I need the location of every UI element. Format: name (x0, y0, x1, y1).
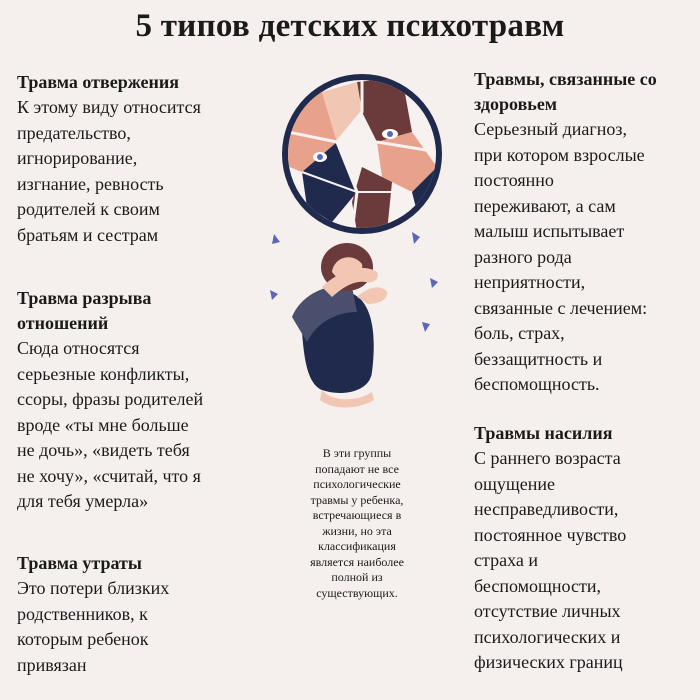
section-heading: Травмы, связанные со здоровьем (474, 69, 657, 114)
section-heading: Травмы насилия (474, 423, 613, 443)
section-text: Сюда относятся серьезные конфликты, ссоры, фразы родителей вроде «ты мне больше не дочь», «видеть тебя не хочу», «считай, что я для тебя умерла» (17, 338, 204, 511)
section-text: С раннего возраста ощущение несправедливости, постоянное чувство страха и беспомощности, отсутствие личных психологических и физических границ (474, 448, 627, 672)
section-heading: Травма утраты (17, 553, 142, 573)
section-text: Серьезный диагноз, при котором взрослые постоянно переживают, а сам малыш испытывает разного рода неприятности, связанные с лечением: боль, страх, беззащитность и беспомощность. (474, 119, 648, 394)
section-relationship-break-trauma (17, 286, 247, 515)
section-heading: Травма отвержения (17, 72, 179, 92)
section-text: К этому виду относится предательство, игнорирование, изгнание, ревность родителей к своим братьям и сестрам (17, 97, 201, 245)
crouching-child-illustration (292, 243, 387, 408)
section-heading: Травма разрыва отношений (17, 288, 152, 333)
section-health-trauma (474, 67, 700, 398)
section-loss-trauma (17, 551, 247, 678)
section-violence-trauma (474, 421, 700, 676)
shattered-mirror-illustration (272, 74, 447, 234)
section-text: Это потери близких родственников, к которым ребенок привязан (17, 578, 170, 675)
trauma-illustration (262, 72, 462, 432)
section-rejection-trauma (17, 70, 247, 248)
footnote: В эти группы попадают не все психологические травмы у ребенка, встречающиеся в жизни, но эта классификация является наиболее полной из существующих. (310, 446, 404, 600)
page-title: 5 типов детских психотравм (135, 8, 565, 44)
